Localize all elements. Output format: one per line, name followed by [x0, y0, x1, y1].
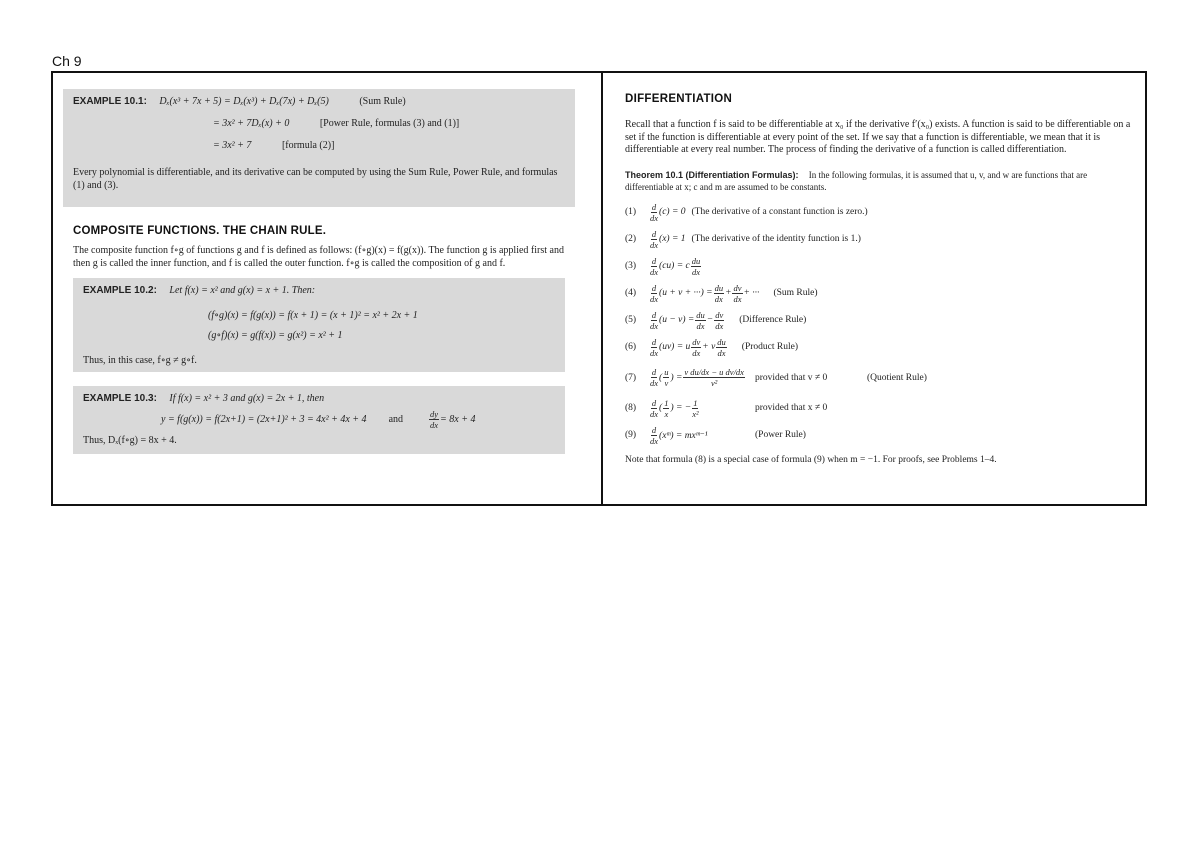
formula-number: (1) [625, 207, 637, 218]
differentiation-text: Recall that a function f is said to be differentiable at x₀ if the derivative f′(x₀) exists. A function is said to be differentiable on a set if the function is differentiable at every point of the set. If we say that a function is differentiable, we mean that it is differentiable at every real number. The process of finding the derivative of a function is called differentiation. [625, 119, 1131, 156]
formula-7: (7) $\frac{d}{dx}$ ( $\frac{u}{v}$ ) = $\frac{\text{v du/dx − u dv/dx}}{\text{v²}}$ provided that v ≠ 0 (Quotient Rule) [625, 367, 927, 389]
theorem-text: In the following formulas, it is assumed that u, v, and w are functions that are differentiable at x; c and m are assumed to be constants. [625, 169, 1088, 192]
one-over-x-squared-fraction: $\frac{1}{\text{x²}}$ [692, 397, 699, 419]
formula-5: (5) $\frac{d}{dx}$ (u − v) = $\frac{du}{dx}$ − $\frac{dv}{dx}$ (Difference Rule) [625, 309, 807, 331]
formula-2 [625, 226, 1137, 253]
column-divider [601, 73, 603, 504]
d-dx-operator: $\frac{d}{dx}$ [650, 228, 659, 250]
formula-number: (3) [625, 261, 637, 272]
example-10-3-intro: If f(x) = x² + 3 and g(x) = 2x + 1, then [169, 393, 325, 405]
example-10-1-paragraph: Every polynomial is differentiable, and its derivative can be computed by using the Sum Rule, Power Rule, and formulas (1) and (3). [73, 167, 558, 191]
formula-note: (Product Rule) [741, 342, 798, 353]
dv-dx-fraction: $\frac{dv}{dx}$ [715, 309, 724, 331]
formula-expression: (xᵐ) = mxᵐ⁻¹ [659, 430, 708, 441]
d-dx-operator: $\frac{d}{dx}$ [650, 336, 659, 358]
du-dx-fraction: $\frac{du}{dx}$ [696, 309, 705, 331]
example-10-3-derivative [429, 409, 439, 430]
example-10-1-line3-note: [formula (2)] [281, 140, 335, 151]
example-10-3-and: and [388, 414, 404, 426]
deriv-numerator: dy [430, 409, 439, 420]
du-dx-fraction: $\frac{du}{dx}$ [691, 255, 701, 277]
example-10-1-box [63, 89, 575, 207]
formula-expression: (cu) = c [659, 261, 690, 272]
formula-number: (7) [625, 372, 637, 383]
formula-number: (2) [625, 234, 637, 245]
example-10-1-line2: = 3x² + 7Dₓ(x) + 0 [213, 118, 290, 129]
formula-note: (The derivative of the identity function is 1.) [691, 234, 861, 245]
example-10-1-line1-note: (Sum Rule) [359, 96, 406, 107]
example-10-2-heading: EXAMPLE 10.2: [83, 285, 157, 297]
formula-number: (4) [625, 288, 637, 299]
formula-9 [625, 422, 1137, 449]
formula-note: (Power Rule) [755, 430, 806, 441]
du-dx-fraction: $\frac{du}{dx}$ [714, 282, 724, 304]
example-10-1-heading: EXAMPLE 10.1: [73, 96, 147, 107]
d-dx-operator: $\frac{d}{dx}$ [650, 367, 659, 389]
formula-1 [625, 199, 1137, 226]
deriv-denominator: dx [430, 420, 439, 431]
formula-condition: provided that x ≠ 0 [755, 403, 828, 414]
formula-note: (Sum Rule) [773, 288, 818, 299]
one-over-x-fraction: $\frac{1}{x}$ [664, 397, 669, 419]
page-frame [51, 71, 1147, 506]
example-10-3-heading: EXAMPLE 10.3: [83, 393, 157, 405]
formula-list [625, 199, 1137, 449]
example-10-1-line2-note: [Power Rule, formulas (3) and (1)] [319, 118, 460, 129]
formula-4: (4) $\frac{d}{dx}$ (u + v + ···) = $\frac{du}{dx}$ + $\frac{dv}{dx}$ + ··· (Sum Rule) [625, 282, 818, 304]
du-dx-fraction: $\frac{du}{dx}$ [717, 336, 726, 358]
right-column [625, 93, 1137, 465]
formula-number: (5) [625, 315, 637, 326]
formula-footer-note: Note that formula (8) is a special case of formula (9) when m = −1. For proofs, see Problems 1–4. [625, 454, 997, 465]
formula-8: (8) $\frac{d}{dx}$ ( $\frac{1}{x}$ ) = − $\frac{1}{\text{x²}}$ provided that x ≠ 0 [625, 397, 828, 419]
formula-note: (Quotient Rule) [867, 372, 927, 383]
example-10-1-line1: Dₓ(x³ + 7x + 5) = Dₓ(x³) + Dₓ(7x) + Dₓ(5) [159, 96, 329, 107]
dv-dx-fraction: $\frac{dv}{dx}$ [733, 282, 742, 304]
example-10-3-box [73, 386, 565, 454]
formula-3 [625, 253, 1137, 280]
d-dx-operator: $\frac{d}{dx}$ [650, 397, 659, 419]
example-10-2-intro: Let f(x) = x² and g(x) = x + 1. Then: [169, 285, 316, 297]
example-10-2-outro: Thus, in this case, f∘g ≠ g∘f. [83, 355, 197, 367]
u-over-v-fraction: $\frac{u}{v}$ [664, 367, 669, 389]
example-10-2-line1: (f∘g)(x) = f(g(x)) = f(x + 1) = (x + 1)² = x² + 2x + 1 [208, 310, 418, 322]
example-10-3-deriv-rhs: = 8x + 4 [440, 414, 476, 426]
quotient-rule-fraction: $\frac{\text{v du/dx − u dv/dx}}{\text{v²}}$ [684, 367, 744, 389]
differentiation-title: DIFFERENTIATION [625, 93, 733, 105]
formula-number: (8) [625, 403, 637, 414]
formula-expression: (u − v) = [659, 315, 695, 326]
example-10-1-line3: = 3x² + 7 [213, 140, 252, 151]
formula-number: (9) [625, 430, 637, 441]
formula-6: (6) $\frac{d}{dx}$ (uv) = u $\frac{dv}{dx}$ + v $\frac{du}{dx}$ (Product Rule) [625, 336, 798, 358]
example-10-2-box [73, 278, 565, 372]
theorem-heading: Theorem 10.1 (Differentiation Formulas): [625, 169, 799, 180]
example-10-3-outro: Thus, Dₓ(f∘g) = 8x + 4. [83, 435, 177, 447]
left-column [63, 89, 575, 454]
composite-functions-title: COMPOSITE FUNCTIONS. THE CHAIN RULE. [73, 225, 327, 237]
theorem-10-1 [625, 169, 1137, 193]
dv-dx-fraction: $\frac{dv}{dx}$ [692, 336, 701, 358]
example-10-2-line2: (g∘f)(x) = g(f(x)) = g(x²) = x² + 1 [208, 330, 343, 342]
formula-note: (Difference Rule) [739, 315, 807, 326]
page-label: Ch 9 [52, 53, 82, 69]
example-10-3-line1: y = f(g(x)) = f(2x+1) = (2x+1)² + 3 = 4x² + 4x + 4 [161, 414, 367, 426]
d-dx-operator: $\frac{d}{dx}$ [650, 255, 659, 277]
formula-expression: (x) = 1 [659, 234, 686, 245]
formula-condition: provided that v ≠ 0 [755, 372, 828, 383]
d-dx-operator: $\frac{d}{dx}$ [650, 424, 659, 446]
d-dx-operator: $\frac{d}{dx}$ [650, 201, 659, 223]
formula-note: (The derivative of a constant function is zero.) [691, 207, 868, 218]
d-dx-operator: $\frac{d}{dx}$ [650, 309, 659, 331]
formula-number: (6) [625, 342, 637, 353]
formula-expression: (u + v + ···) = [659, 288, 713, 299]
composite-functions-text: The composite function f∘g of functions g and f is defined as follows: (f∘g)(x) = f(g(x)). The function g is applied first and then g is called the inner function, and f is called the outer function. f∘g is called the composition of g and f. [73, 245, 564, 269]
formula-expression: (uv) = u [659, 342, 691, 353]
formula-expression: (c) = 0 [659, 207, 686, 218]
d-dx-operator: $\frac{d}{dx}$ [650, 282, 659, 304]
